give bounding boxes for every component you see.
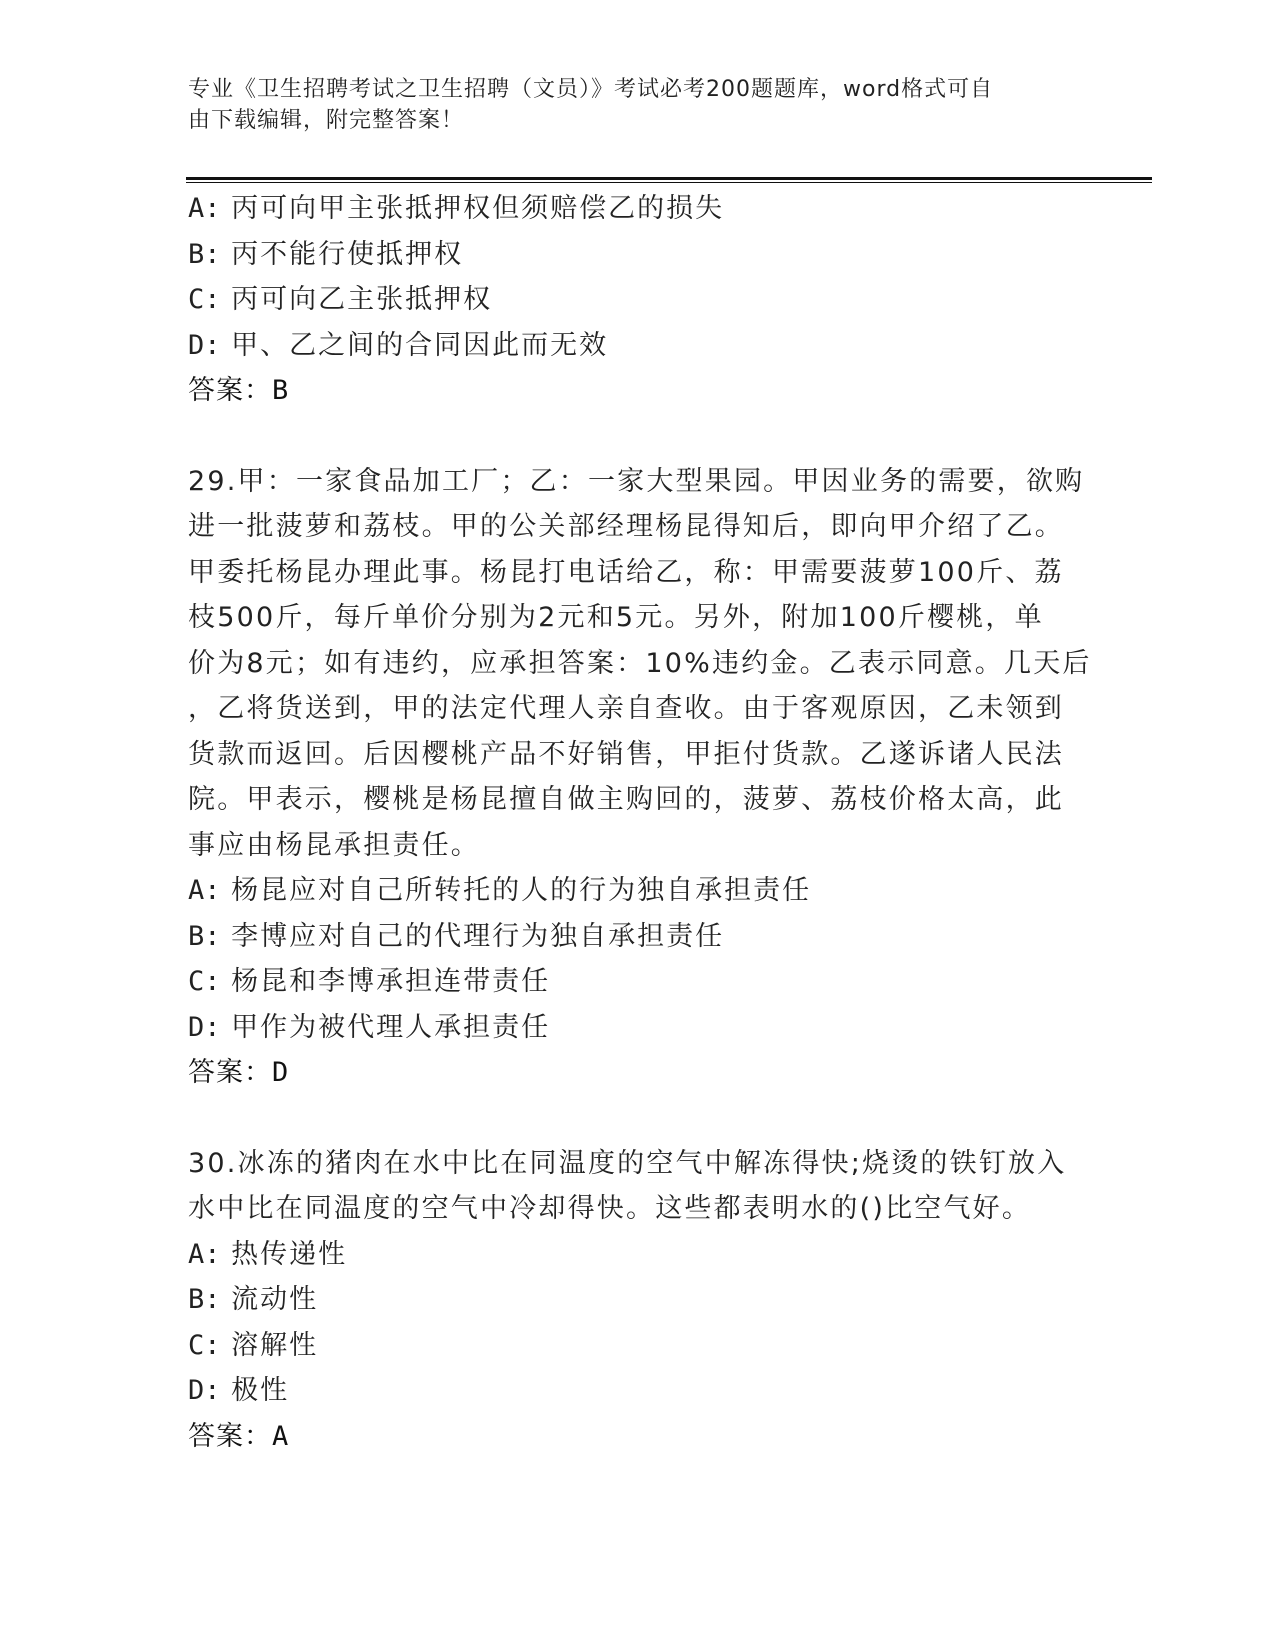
header-line-2: 由下载编辑，附完整答案！ [188, 108, 465, 133]
answer-line: 答案：B [188, 375, 290, 406]
answer-line: 答案：A [188, 1420, 290, 1452]
question-stem [188, 459, 1092, 869]
option-b: B: 丙不能行使抵押权 [188, 238, 464, 270]
option-c: C: 杨昆和李博承担连带责任 [188, 966, 551, 997]
stem-line: 29.甲：一家食品加工厂；乙：一家大型果园。甲因业务的需要，欲购 [188, 465, 1085, 497]
stem-line: 事应由杨昆承担责任。 [188, 829, 480, 861]
header-line-1: 专业《卫生招聘考试之卫生招聘（文员）》考试必考200题题库，word格式可自 [188, 77, 994, 102]
header-divider-thin [186, 182, 1152, 183]
question-29 [188, 459, 1092, 1096]
question-stem [188, 1141, 1088, 1232]
option-a: A: 热传递性 [188, 1238, 348, 1270]
stem-line: 价为8元；如有违约，应承担答案：10%违约金。乙表示同意。几天后 [188, 647, 1092, 679]
option-b: B: 李博应对自己的代理行为独自承担责任 [188, 920, 725, 952]
stem-line: 30.冰冻的猪肉在水中比在同温度的空气中解冻得快;烧烫的铁钉放入 [188, 1147, 1067, 1179]
answer-line: 答案：D [188, 1057, 290, 1088]
option-d: D: 甲作为被代理人承担责任 [188, 1011, 551, 1043]
stem-line: 枝500斤，每斤单价分别为2元和5元。另外，附加100斤樱桃，单 [188, 602, 1044, 633]
stem-line: 甲委托杨昆办理此事。杨昆打电话给乙，称：甲需要菠萝100斤、荔 [188, 556, 1064, 588]
document-header [188, 74, 1068, 136]
stem-line: 水中比在同温度的空气中冷却得快。这些都表明水的()比空气好。 [188, 1193, 1032, 1224]
stem-line: 院。甲表示，樱桃是杨昆擅自做主购回的，菠萝、荔枝价格太高，此 [188, 784, 1064, 815]
question-content [188, 186, 1092, 1459]
option-d: D: 极性 [188, 1375, 290, 1406]
option-b: B: 流动性 [188, 1284, 319, 1315]
stem-line: 货款而返回。后因樱桃产品不好销售，甲拒付货款。乙遂诉诸人民法 [188, 738, 1064, 770]
option-a: A: 丙可向甲主张抵押权但须赔偿乙的损失 [188, 193, 725, 224]
option-c: C: 溶解性 [188, 1329, 319, 1361]
option-d: D: 甲、乙之间的合同因此而无效 [188, 329, 609, 361]
spacer [188, 414, 1088, 459]
stem-line: ，乙将货送到，甲的法定代理人亲自查收。由于客观原因，乙未领到 [188, 693, 1064, 724]
spacer [188, 1096, 1088, 1141]
option-a: A: 杨昆应对自己所转托的人的行为独自承担责任 [188, 875, 812, 906]
question-30 [188, 1141, 1088, 1460]
header-divider-thick [186, 177, 1152, 180]
question-28 [188, 186, 1088, 414]
option-c: C: 丙可向乙主张抵押权 [188, 284, 493, 315]
stem-line: 进一批菠萝和荔枝。甲的公关部经理杨昆得知后，即向甲介绍了乙。 [188, 511, 1064, 542]
